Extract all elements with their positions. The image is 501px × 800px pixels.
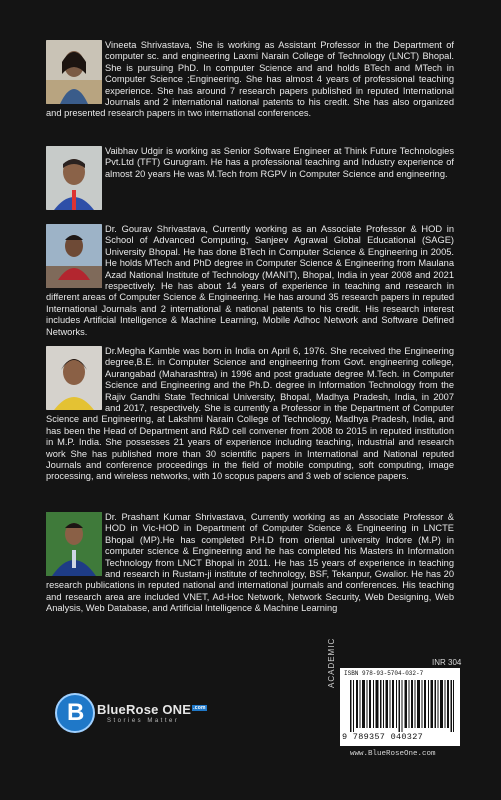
publisher-name-text: BlueRose ONE xyxy=(97,702,192,717)
author-photo-3 xyxy=(46,224,102,288)
barcode-icon xyxy=(350,680,454,732)
category-label: ACADEMIC xyxy=(327,637,336,688)
author-bio-4-text: Dr.Megha Kamble was born in India on April 6, 1976. She received the Engineering degree,B.E. in Computer Science and engineering from Govt. engineering college, Aurangabad (Maharashtra) in 1996 and post graduate degree M.Tech. in Computer Science and Engineering and the Ph.D. degree in Information Technology from the Rajiv Gandhi State Technical University, Bhopal, Madhya Pradesh, India, in 2007 and 2017, respectively. She is currently a Professor in the Department of Computer Science and Engineering, at Lakshmi Narain College of Technology, Madhya Pradesh, India, and has been the Head of Department and R&D cell convener from 2008 to 2015 in reputed institution in M.P. India. She possesses 21 years of experience including teaching, industrial and research work She has published more than 30 scientific papers in International and National reputed Journals and conference proceedings in the field of mobile computing, soft computing, image processing, and wireless networks, with 10 scopus papers and 3 web of science papers. xyxy=(46,346,454,482)
author-bio-2 xyxy=(46,146,454,211)
author-photo-2 xyxy=(46,146,102,210)
publisher-logo-letter: B xyxy=(67,699,85,726)
author-bio-5 xyxy=(46,512,454,615)
author-photo-5 xyxy=(46,512,102,576)
author-bio-4 xyxy=(46,346,454,483)
author-bio-1 xyxy=(46,40,454,120)
publisher-tagline: Stories Matter xyxy=(107,718,180,724)
author-photo-1 xyxy=(46,40,102,104)
author-bio-2-text: Vaibhav Udgir is working as Senior Software Engineer at Think Future Technologies Pvt.Ltd (TFT) Gurugram. He has a professional teaching and Industry experience of almost 20 years He was M.Tech from RGPV in Computer Science and engineering. xyxy=(105,146,454,179)
isbn-barcode xyxy=(340,668,460,746)
publisher-name xyxy=(97,702,207,717)
price-label: INR 304 xyxy=(432,658,462,667)
author-bio-1-text: Vineeta Shrivastava, She is working as Assistant Professor in the Department of computer sc. and engineering Laxmi Narain College of Technology (LNCT) Bhopal. She is pursuing PhD. In computer Science and and holds BTech and MTech in Computer Science ;Engineering. She has almost 4 years of professional teaching experience. She has around 7 research papers published in reputed International Journals and 2 international national patents to his credit. She has also organized and presented research papers in two international conferences. xyxy=(46,40,454,119)
publisher-logo-icon xyxy=(55,693,95,733)
barcode-number: 9 789357 040327 xyxy=(342,732,424,742)
isbn-label: ISBN 978-93-5704-032-7 xyxy=(344,670,424,677)
author-bio-5-text: Dr. Prashant Kumar Shrivastava, Currently working as an Associate Professor & HOD in Vic-HOD in Department of Computer Science & Engineering in LNCTE Bhopal (MP).He has completed P.H.D from oriental university Indore (M.P) in computer science & Engineering and he has completed his Masters in Information Technology from LNCT Bhopal in 2011. He has 15 years of experience in teaching and research in Rustam-ji institute of technology, BSF, Tekanpur, Gwalior. He has 20 research publications in reputed national and international journals and conferences. His teaching and research area are included VNET, Ad-Hoc Network, Network Security, Web Designing, Web Analysis, Web Database, and Artificial Intelligence & Machine Learning xyxy=(46,512,454,614)
author-bio-3 xyxy=(46,224,454,338)
author-photo-4 xyxy=(46,346,102,410)
publisher-website: www.BlueRoseOne.com xyxy=(350,750,436,758)
publisher-tag: .com xyxy=(193,704,206,711)
author-bio-3-text: Dr. Gourav Shrivastava, Currently working as an Associate Professor & HOD in School of Advanced Computing, Sanjeev Agrawal Global Educational (SAGE) University Bhopal. He has done BTech in Computer Science & Engineering in 2005. He holds MTech and PhD degree in Computer Science & Engineering from Maulana Azad National Institute of Technology (MANIT), Bhopal, India in year 2008 and 2021 respectively. He has about 14 years of experience in teaching and research in different areas of Computer Science & Engineering. He has around 35 research papers in reputed International Journals and 2 international & national patents to his credit. His research interest includes Artificial Intelligence & Machine Learning, Mobile Adhoc Network and Software Defined Networks. xyxy=(46,224,454,337)
